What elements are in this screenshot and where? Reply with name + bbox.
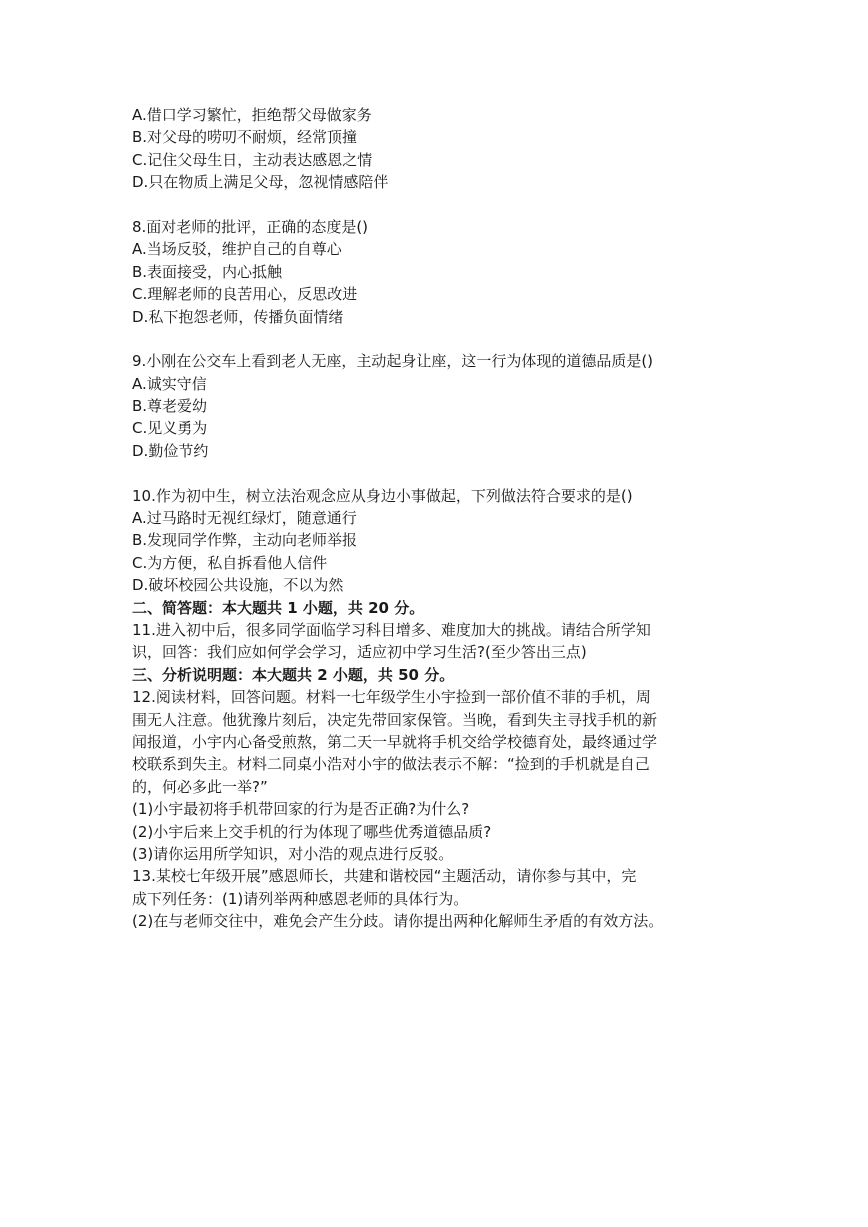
section-2	[132, 597, 742, 664]
question-10	[132, 485, 742, 597]
spacer	[132, 328, 742, 350]
q12-sub-2: (2)小宇后来上交手机的行为体现了哪些优秀道德品质?	[132, 822, 492, 841]
q8-option-c: C.理解老师的良苦用心，反思改进	[132, 285, 358, 304]
q7-option-b: B.对父母的唠叨不耐烦，经常顶撞	[132, 128, 358, 147]
q8-option-d: D.私下抱怨老师，传播负面情绪	[132, 307, 344, 326]
q8-option-b: B.表面接受，内心抵触	[132, 262, 283, 281]
section-3	[132, 664, 742, 933]
spacer	[132, 194, 742, 216]
q12-line-4: 校联系到失主。材料二同桌小浩对小宇的做法表示不解：“捡到的手机就是自己	[132, 755, 650, 774]
q7-option-c: C.记住父母生日，主动表达感恩之情	[132, 150, 373, 169]
question-9	[132, 350, 742, 462]
q8-option-a: A.当场反驳，维护自己的自尊心	[132, 240, 342, 259]
q12-line-5: 的，何必多此一举?”	[132, 777, 268, 796]
q9-option-b: B.尊老爱幼	[132, 397, 208, 416]
question-7-options	[132, 104, 742, 194]
q12-sub-1: (1)小宇最初将手机带回家的行为是否正确?为什么?	[132, 800, 470, 819]
spacer	[132, 462, 742, 484]
q11-line-2: 识，回答：我们应如何学会学习，适应初中学习生活?(至少答出三点)	[132, 643, 587, 662]
q12-line-2: 围无人注意。他犹豫片刻后，决定先带回家保管。当晚，看到失主寻找手机的新	[132, 710, 658, 729]
q12-sub-3: (3)请你运用所学知识，对小浩的观点进行反驳。	[132, 844, 454, 863]
question-8	[132, 216, 742, 328]
q10-option-c: C.为方便，私自拆看他人信件	[132, 553, 328, 572]
q13-line-1: 13.某校七年级开展”感恩师长，共建和谐校园“主题活动，请你参与其中，完	[132, 867, 637, 886]
q8-stem: 8.面对老师的批评，正确的态度是()	[132, 217, 369, 236]
q13-line-2: 成下列任务：(1)请列举两种感恩老师的具体行为。	[132, 889, 469, 908]
q7-option-a: A.借口学习繁忙，拒绝帮父母做家务	[132, 106, 372, 124]
q13-line-3: (2)在与老师交往中，难免会产生分歧。请你提出两种化解师生矛盾的有效方法。	[132, 912, 664, 931]
exam-page	[132, 104, 742, 932]
q12-line-1: 12.阅读材料，回答问题。材料一七年级学生小宇捡到一部价值不菲的手机，周	[132, 688, 651, 707]
q9-option-d: D.勤俭节约	[132, 441, 209, 460]
q10-option-a: A.过马路时无视红绿灯，随意通行	[132, 509, 357, 528]
q10-option-d: D.破坏校园公共设施，不以为然	[132, 576, 344, 595]
q9-option-c: C.见义勇为	[132, 419, 208, 438]
q7-option-d: D.只在物质上满足父母，忽视情感陪伴	[132, 173, 389, 192]
q9-option-a: A.诚实守信	[132, 374, 207, 393]
q12-line-3: 闻报道，小宇内心备受煎熬，第二天一早就将手机交给学校德育处，最终通过学	[132, 732, 658, 751]
q11-line-1: 11.进入初中后，很多同学面临学习科目增多、难度加大的挑战。请结合所学知	[132, 620, 651, 639]
q10-option-b: B.发现同学作弊，主动向老师举报	[132, 531, 358, 550]
section-3-heading: 三、分析说明题：本大题共 2 小题，共 50 分。	[132, 665, 455, 684]
section-2-heading: 二、简答题：本大题共 1 小题，共 20 分。	[132, 598, 425, 617]
q10-stem: 10.作为初中生，树立法治观念应从身边小事做起，下列做法符合要求的是()	[132, 486, 633, 505]
q9-stem: 9.小刚在公交车上看到老人无座，主动起身让座，这一行为体现的道德品质是()	[132, 352, 654, 371]
